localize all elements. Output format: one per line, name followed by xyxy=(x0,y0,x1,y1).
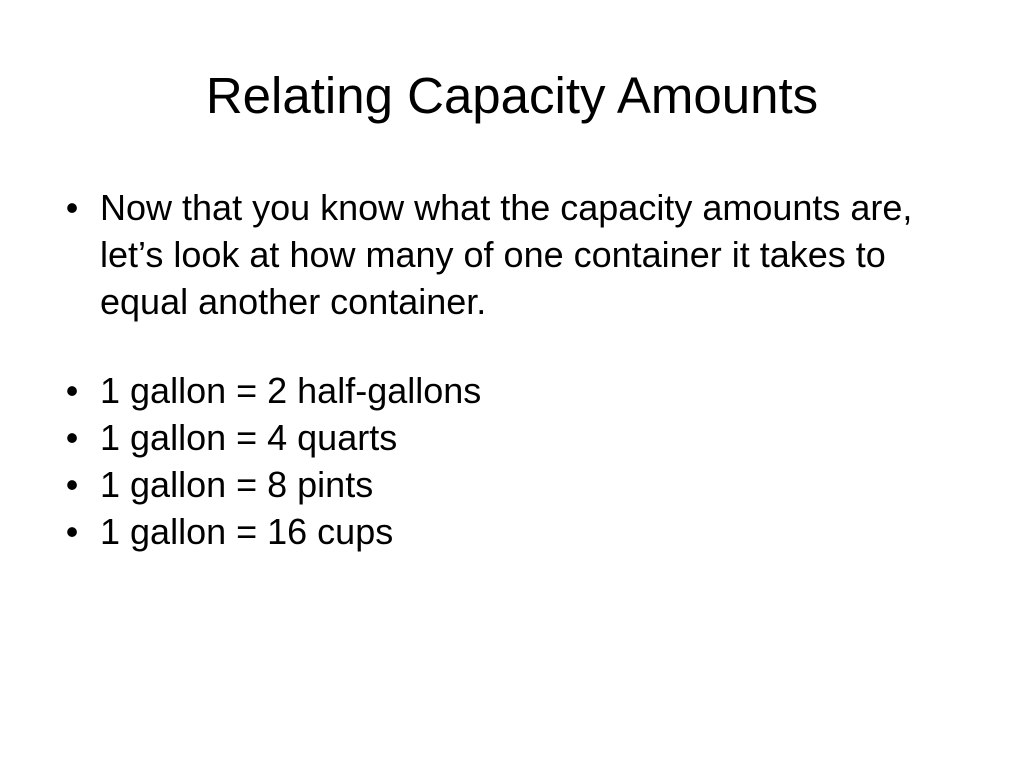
bullet-item-pints xyxy=(60,461,920,508)
bullet-text: 1 gallon = 4 quarts xyxy=(100,417,398,458)
bullet-dot-icon: • xyxy=(65,370,79,411)
bullet-dot-icon: • xyxy=(65,464,79,505)
slide-title: Relating Capacity Amounts xyxy=(205,67,819,124)
bullet-item-intro xyxy=(60,184,920,325)
bullet-item-half-gallons xyxy=(60,367,920,414)
bullet-dot-icon: • xyxy=(65,417,79,458)
bullet-item-quarts xyxy=(60,414,920,461)
bullet-item-cups xyxy=(60,508,920,555)
bullet-text: Now that you know what the capacity amounts are, let’s look at how many of one container it takes to equal another container. xyxy=(100,187,913,322)
bullet-text: 1 gallon = 8 pints xyxy=(100,464,374,505)
bullet-list xyxy=(60,184,920,555)
bullet-dot-icon: • xyxy=(65,511,79,552)
bullet-text: 1 gallon = 16 cups xyxy=(100,511,394,552)
bullet-dot-icon: • xyxy=(65,187,79,228)
bullet-text: 1 gallon = 2 half-gallons xyxy=(100,370,482,411)
